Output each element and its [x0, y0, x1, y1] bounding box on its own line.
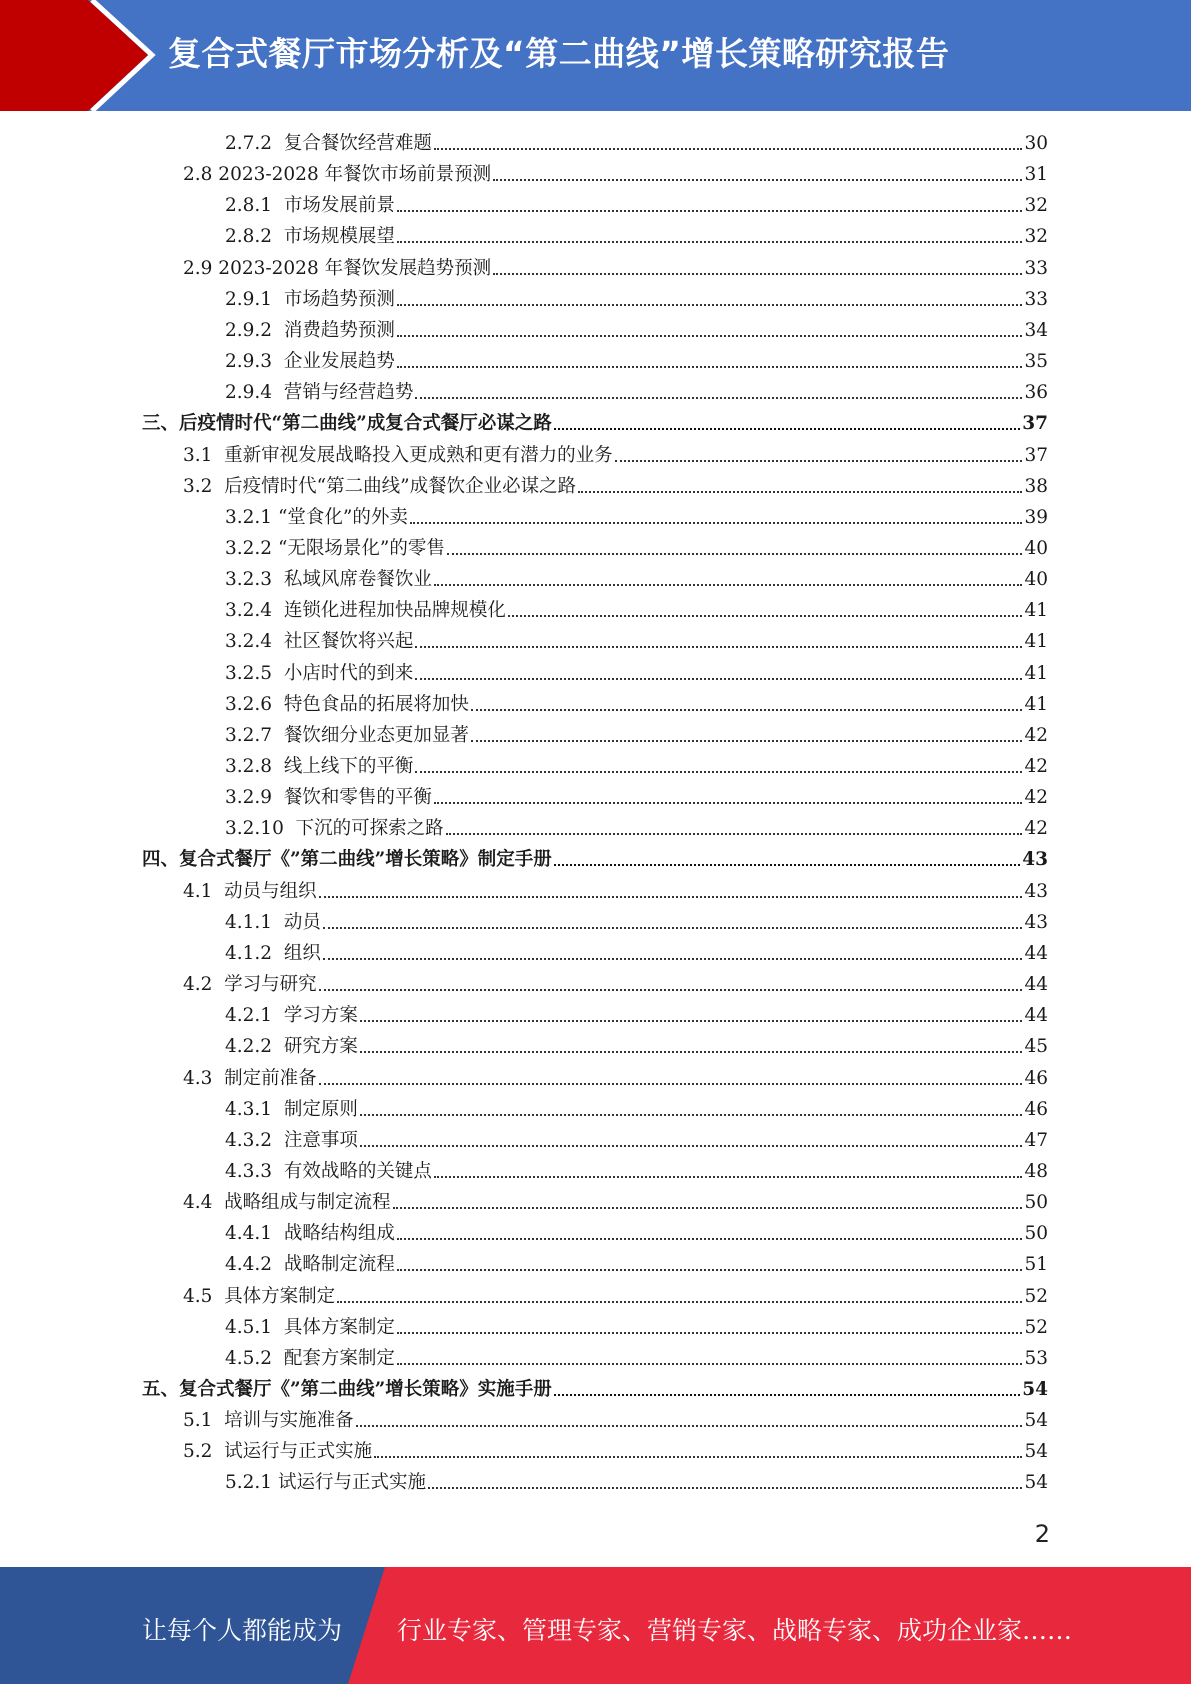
toc-entry-title: 2.9 2023-2028 年餐饮发展趋势预测 [183, 258, 492, 279]
toc-dot-leader [493, 179, 1022, 181]
toc-dot-leader [428, 1487, 1022, 1489]
toc-entry[interactable] [183, 440, 1048, 468]
toc-entry-page: 46 [1024, 1099, 1048, 1120]
toc-dot-leader [356, 1425, 1023, 1427]
toc-entry[interactable] [225, 1467, 1048, 1495]
toc-entry-title: 3.2 后疫情时代“第二曲线”成餐饮企业必谋之路 [183, 476, 577, 497]
toc-dot-leader [410, 522, 1023, 524]
toc-entry-title: 4.2.2 研究方案 [225, 1036, 358, 1057]
toc-entry-title: 4.1.1 动员 [225, 912, 321, 933]
toc-dot-leader [447, 553, 1023, 555]
toc-entry-title: 3.2.4 社区餐饮将兴起 [225, 631, 414, 652]
toc-entry[interactable] [183, 1405, 1048, 1433]
toc-entry[interactable] [225, 533, 1048, 561]
toc-entry-title: 5.2.1 试运行与正式实施 [225, 1472, 426, 1493]
toc-entry[interactable] [225, 315, 1048, 343]
toc-entry-page: 52 [1024, 1286, 1048, 1307]
toc-dot-leader [319, 1083, 1023, 1085]
toc-entry-title: 4.4 战略组成与制定流程 [183, 1192, 391, 1213]
toc-entry[interactable] [183, 471, 1048, 499]
toc-dot-leader [446, 833, 1023, 835]
toc-entry-page: 46 [1024, 1068, 1048, 1089]
toc-entry-title: 4.3.1 制定原则 [225, 1099, 358, 1120]
toc-entry-title: 4.3 制定前准备 [183, 1068, 317, 1089]
toc-entry[interactable] [142, 408, 1048, 436]
toc-entry[interactable] [225, 564, 1048, 592]
toc-entry-title: 五、复合式餐厅《”第二曲线”增长策略》实施手册 [142, 1379, 552, 1400]
toc-entry-title: 3.2.5 小店时代的到来 [225, 663, 414, 684]
toc-entry-title: 三、后疫情时代“第二曲线”成复合式餐厅必谋之路 [142, 413, 552, 434]
toc-dot-leader [434, 584, 1023, 586]
toc-entry[interactable] [225, 813, 1048, 841]
toc-entry-page: 43 [1024, 881, 1048, 902]
toc-entry[interactable] [183, 969, 1048, 997]
toc-entry-page: 48 [1024, 1161, 1048, 1182]
toc-entry[interactable] [225, 720, 1048, 748]
toc-entry[interactable] [225, 751, 1048, 779]
toc-entry[interactable] [225, 1031, 1048, 1059]
toc-entry[interactable] [225, 1218, 1048, 1246]
toc-dot-leader [415, 646, 1022, 648]
toc-dot-leader [319, 896, 1023, 898]
toc-dot-leader [323, 927, 1023, 929]
toc-entry[interactable] [183, 159, 1048, 187]
footer-slogan-left: 让每个人都能成为 [142, 1616, 343, 1645]
toc-entry-page: 44 [1024, 1005, 1048, 1026]
toc-entry[interactable] [225, 595, 1048, 623]
toc-entry[interactable] [225, 1343, 1048, 1371]
toc-entry[interactable] [225, 221, 1048, 249]
toc-entry[interactable] [183, 1187, 1048, 1215]
toc-entry[interactable] [183, 1281, 1048, 1309]
toc-entry-title: 5.2 试运行与正式实施 [183, 1441, 373, 1462]
toc-entry-page: 42 [1024, 818, 1048, 839]
toc-entry-title: 3.1 重新审视发展战略投入更成熟和更有潜力的业务 [183, 445, 613, 466]
toc-entry-title: 2.8 2023-2028 年餐饮市场前景预测 [183, 164, 492, 185]
toc-dot-leader [434, 1176, 1023, 1178]
toc-entry[interactable] [225, 658, 1048, 686]
toc-entry-page: 51 [1024, 1254, 1048, 1275]
toc-entry-page: 43 [1024, 912, 1048, 933]
toc-dot-leader [360, 1051, 1023, 1053]
toc-dot-leader [397, 366, 1023, 368]
toc-dot-leader [434, 148, 1023, 150]
toc-dot-leader [554, 428, 1020, 430]
toc-entry[interactable] [225, 1000, 1048, 1028]
toc-entry[interactable] [225, 907, 1048, 935]
toc-dot-leader [554, 864, 1020, 866]
toc-entry[interactable] [225, 938, 1048, 966]
toc-entry[interactable] [225, 284, 1048, 312]
toc-entry-title: 4.2.1 学习方案 [225, 1005, 358, 1026]
toc-entry-title: 3.2.9 餐饮和零售的平衡 [225, 787, 432, 808]
toc-entry[interactable] [183, 1063, 1048, 1091]
toc-entry-page: 54 [1024, 1410, 1048, 1431]
toc-entry-page: 38 [1024, 476, 1048, 497]
toc-entry-page: 30 [1024, 133, 1048, 154]
toc-entry-title: 2.7.2 复合餐饮经营难题 [225, 133, 432, 154]
toc-entry-title: 2.9.1 市场趋势预测 [225, 289, 395, 310]
toc-entry-page: 42 [1024, 787, 1048, 808]
toc-entry-page: 41 [1024, 663, 1048, 684]
toc-entry-title: 2.8.1 市场发展前景 [225, 195, 395, 216]
toc-entry[interactable] [225, 1125, 1048, 1153]
toc-entry-title: 3.2.3 私域风席卷餐饮业 [225, 569, 432, 590]
toc-entry-page: 44 [1024, 943, 1048, 964]
toc-entry-title: 3.2.4 连锁化进程加快品牌规模化 [225, 600, 506, 621]
page-number: 2 [1034, 1520, 1050, 1548]
toc-entry-title: 4.1 动员与组织 [183, 881, 317, 902]
toc-entry-title: 2.9.2 消费趋势预测 [225, 320, 395, 341]
toc-dot-leader [360, 1020, 1023, 1022]
toc-dot-leader [337, 1301, 1022, 1303]
toc-dot-leader [374, 1456, 1022, 1458]
toc-entry-page: 31 [1024, 164, 1048, 185]
toc-entry-page: 54 [1024, 1472, 1048, 1493]
report-title: 复合式餐厅市场分析及“第二曲线”增长策略研究报告 [168, 34, 950, 73]
toc-entry-title: 3.2.1 “堂食化”的外卖 [225, 507, 408, 528]
toc-entry[interactable] [225, 689, 1048, 717]
toc-entry-page: 33 [1024, 258, 1048, 279]
toc-entry-page: 45 [1024, 1036, 1048, 1057]
toc-entry-title: 2.8.2 市场规模展望 [225, 226, 395, 247]
toc-entry-page: 40 [1024, 538, 1048, 559]
toc-entry-page: 37 [1024, 445, 1048, 466]
footer-slogan-right: 行业专家、管理专家、营销专家、战略专家、成功企业家…… [397, 1616, 1073, 1645]
toc-dot-leader [397, 1269, 1023, 1271]
toc-entry-title: 2.9.3 企业发展趋势 [225, 351, 395, 372]
toc-dot-leader [615, 460, 1023, 462]
toc-entry[interactable] [225, 1312, 1048, 1340]
toc-entry-page: 37 [1022, 413, 1048, 434]
toc-entry-page: 43 [1022, 849, 1048, 870]
toc-entry-title: 4.4.2 战略制定流程 [225, 1254, 395, 1275]
toc-dot-leader [397, 1238, 1023, 1240]
toc-entry[interactable] [225, 128, 1048, 156]
toc-entry-page: 52 [1024, 1317, 1048, 1338]
toc-entry[interactable] [225, 1249, 1048, 1277]
toc-entry-page: 44 [1024, 974, 1048, 995]
toc-dot-leader [397, 1332, 1023, 1334]
toc-dot-leader [393, 1207, 1023, 1209]
toc-dot-leader [415, 678, 1022, 680]
toc-entry-page: 54 [1022, 1379, 1048, 1400]
toc-entry-title: 3.2.2 “无限场景化”的零售 [225, 538, 445, 559]
toc-entry-page: 35 [1024, 351, 1048, 372]
toc-dot-leader [397, 304, 1023, 306]
toc-dot-leader [397, 1363, 1023, 1365]
toc-entry[interactable] [225, 626, 1048, 654]
toc-entry-title: 4.5 具体方案制定 [183, 1286, 336, 1307]
toc-entry-page: 41 [1024, 631, 1048, 652]
toc-entry-title: 4.2 学习与研究 [183, 974, 317, 995]
toc-dot-leader [508, 615, 1023, 617]
toc-entry[interactable] [225, 1094, 1048, 1122]
toc-entry-title: 四、复合式餐厅《”第二曲线”增长策略》制定手册 [142, 849, 552, 870]
toc-entry-page: 33 [1024, 289, 1048, 310]
toc-dot-leader [471, 740, 1023, 742]
toc-dot-leader [397, 335, 1023, 337]
toc-entry[interactable] [142, 844, 1048, 872]
toc-entry-title: 4.3.2 注意事项 [225, 1130, 358, 1151]
toc-dot-leader [397, 241, 1023, 243]
page-header [0, 0, 1191, 111]
toc-entry[interactable] [225, 190, 1048, 218]
toc-entry-page: 36 [1024, 382, 1048, 403]
toc-dot-leader [397, 210, 1023, 212]
toc-entry-page: 53 [1024, 1348, 1048, 1369]
toc-dot-leader [360, 1145, 1023, 1147]
toc-entry-title: 4.3.3 有效战略的关键点 [225, 1161, 432, 1182]
toc-dot-leader [323, 958, 1023, 960]
toc-entry-title: 3.2.7 餐饮细分业态更加显著 [225, 725, 469, 746]
toc-dot-leader [319, 989, 1023, 991]
header-red-arrow [0, 0, 148, 111]
toc-dot-leader [434, 802, 1023, 804]
toc-entry[interactable] [183, 876, 1048, 904]
toc-entry-page: 42 [1024, 725, 1048, 746]
toc-entry-title: 4.5.1 具体方案制定 [225, 1317, 395, 1338]
toc-dot-leader [360, 1114, 1023, 1116]
toc-entry-page: 32 [1024, 226, 1048, 247]
toc-entry-title: 3.2.6 特色食品的拓展将加快 [225, 694, 469, 715]
toc-entry-title: 4.5.2 配套方案制定 [225, 1348, 395, 1369]
toc-entry-page: 34 [1024, 320, 1048, 341]
toc-entry[interactable] [225, 782, 1048, 810]
page-footer [0, 1567, 1191, 1684]
toc-entry-title: 3.2.8 线上线下的平衡 [225, 756, 414, 777]
toc-entry-title: 4.1.2 组织 [225, 943, 321, 964]
toc-entry-page: 50 [1024, 1192, 1048, 1213]
toc-entry[interactable] [225, 1156, 1048, 1184]
toc-entry-page: 32 [1024, 195, 1048, 216]
toc-entry[interactable] [142, 1374, 1048, 1402]
toc-entry[interactable] [225, 377, 1048, 405]
toc-dot-leader [554, 1394, 1020, 1396]
toc-entry-title: 5.1 培训与实施准备 [183, 1410, 354, 1431]
toc-dot-leader [493, 273, 1022, 275]
toc-entry-page: 40 [1024, 569, 1048, 590]
toc-dot-leader [415, 397, 1022, 399]
toc-dot-leader [415, 771, 1022, 773]
toc-entry[interactable] [183, 1436, 1048, 1464]
toc-entry-title: 2.9.4 营销与经营趋势 [225, 382, 414, 403]
toc-entry-title: 3.2.10 下沉的可探索之路 [225, 818, 444, 839]
toc-entry[interactable] [225, 502, 1048, 530]
toc-entry-page: 41 [1024, 600, 1048, 621]
toc-entry-page: 39 [1024, 507, 1048, 528]
toc-entry-page: 47 [1024, 1130, 1048, 1151]
toc-entry-page: 54 [1024, 1441, 1048, 1462]
toc-entry-page: 42 [1024, 756, 1048, 777]
toc-entry-page: 50 [1024, 1223, 1048, 1244]
toc-entry-page: 41 [1024, 694, 1048, 715]
toc-entry-title: 4.4.1 战略结构组成 [225, 1223, 395, 1244]
toc-entry[interactable] [183, 253, 1048, 281]
toc-dot-leader [578, 491, 1022, 493]
toc-dot-leader [471, 709, 1023, 711]
toc-entry[interactable] [225, 346, 1048, 374]
